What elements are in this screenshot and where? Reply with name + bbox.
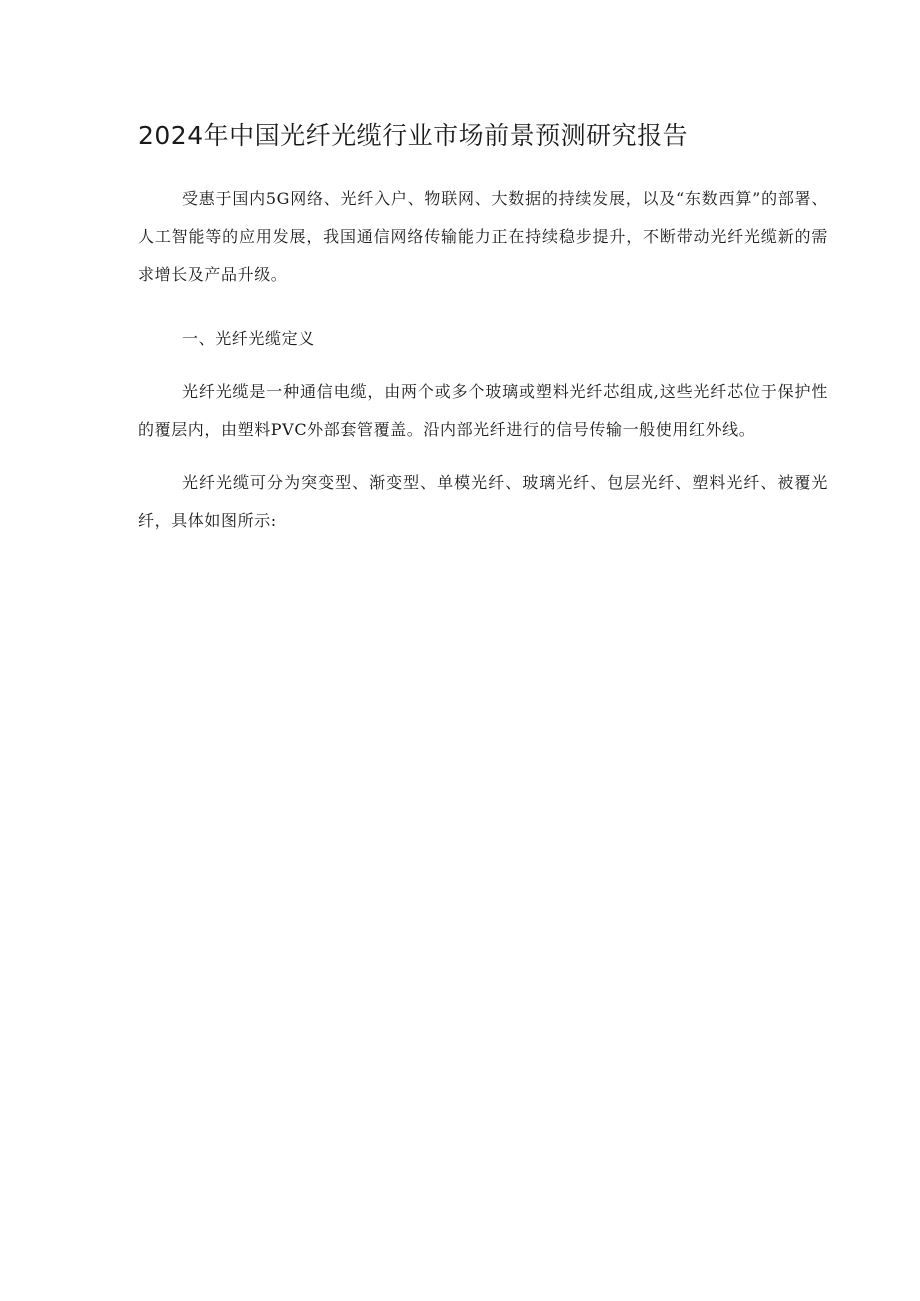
section-heading-definition: 一、光纤光缆定义 — [182, 329, 315, 348]
definition-paragraph: 光纤光缆是一种通信电缆，由两个或多个玻璃或塑料光纤芯组成,这些光纤芯位于保护性的覆层内，由塑料PVC外部套管覆盖。沿内部光纤进行的信号传输一般使用红外线。 — [138, 382, 828, 439]
document-title: 2024年中国光纤光缆行业市场前景预测研究报告 — [138, 121, 689, 150]
intro-paragraph: 受惠于国内5G网络、光纤入户、物联网、大数据的持续发展，以及“东数西算”的部署、人工智能等的应用发展，我国通信网络传输能力正在持续稳步提升，不断带动光纤光缆新的需求增长及产品升级。 — [138, 189, 828, 284]
classification-paragraph: 光纤光缆可分为突变型、渐变型、单模光纤、玻璃光纤、包层光纤、塑料光纤、被覆光纤，具体如图所示: — [138, 473, 828, 530]
document-body — [138, 116, 828, 555]
